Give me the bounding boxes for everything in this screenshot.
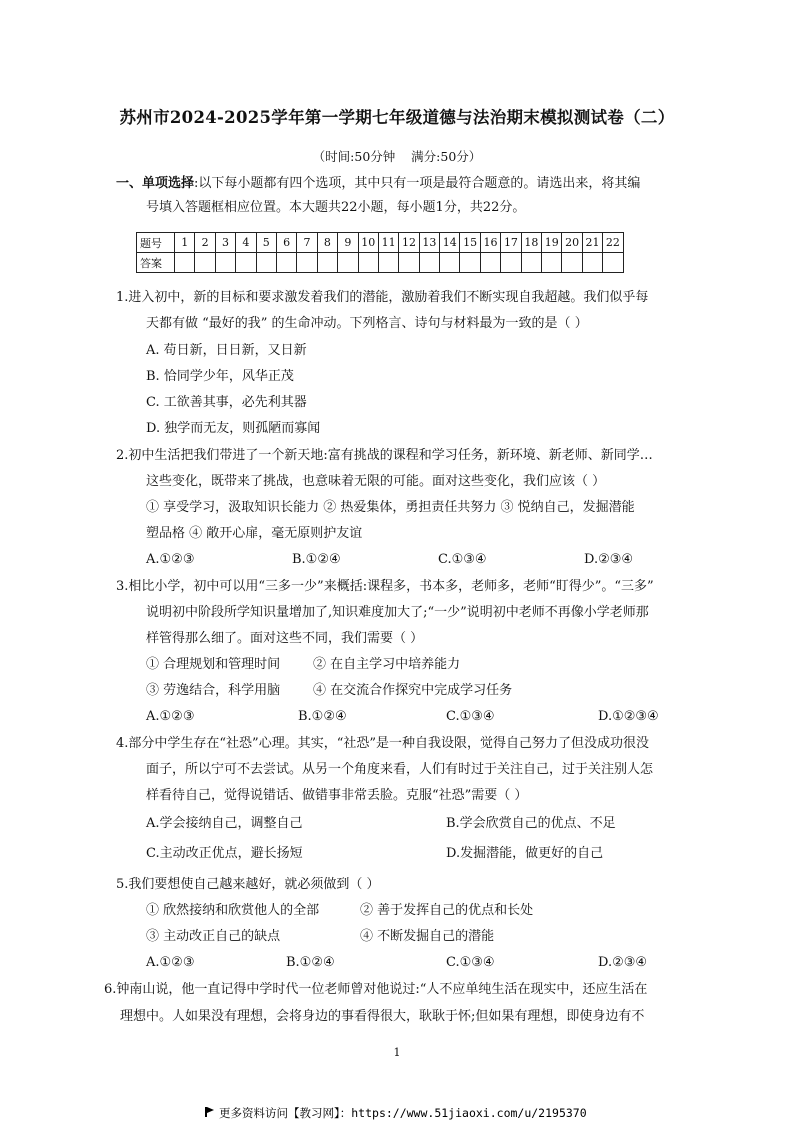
q5-statement-2: ② 善于发挥自己的优点和长处	[360, 903, 534, 918]
q3-stem-line1: 3.相比小学，初中可以用“三多一少”来概括:课程多，书本多，老师多，老师“盯得少”。“三多”	[116, 579, 654, 594]
number-cell: 6	[276, 233, 296, 253]
exam-time-info: （时间:50分钟 满分:50分）	[312, 149, 482, 164]
answer-cell[interactable]	[582, 253, 602, 273]
answer-cell[interactable]	[378, 253, 398, 273]
q5-statement-4: ④ 不断发掘自己的潜能	[360, 929, 495, 944]
number-cell: 15	[460, 233, 480, 253]
q1-option-a: A. 苟日新，日日新，又日新	[146, 343, 307, 358]
number-cell: 21	[582, 233, 602, 253]
q2-option-c: C.①③④	[438, 552, 487, 567]
q4-option-a: A.学会接纳自己，调整自己	[146, 816, 303, 831]
answer-cell[interactable]	[297, 253, 317, 273]
number-cell: 2	[195, 233, 215, 253]
number-cell: 1	[175, 233, 195, 253]
number-cell: 3	[215, 233, 235, 253]
footer-link[interactable]	[205, 1105, 587, 1121]
page-title: 苏州市2024-2025学年第一学期七年级道德与法治期末模拟测试卷（二）	[119, 108, 675, 127]
section1-instruction-line1	[116, 176, 640, 192]
answer-table-number-row	[137, 233, 624, 253]
number-cell: 4	[236, 233, 256, 253]
answer-cell[interactable]	[521, 253, 541, 273]
number-header-cell: 题号	[137, 233, 175, 253]
answer-cell[interactable]	[195, 253, 215, 273]
number-cell: 7	[297, 233, 317, 253]
answer-table-answer-row	[137, 253, 624, 273]
answer-cell[interactable]	[460, 253, 480, 273]
q4-stem-line3: 样看待自己，觉得说错话、做错事非常丢脸。克服“社恐”需要（ ）	[146, 788, 528, 803]
q2-statements-line1: ① 享受学习，汲取知识长能力 ② 热爱集体，勇担责任共努力 ③ 悦纳自己，发掘潜能	[146, 500, 635, 515]
answer-cell[interactable]	[317, 253, 337, 273]
q2-statements-line2: 塑品格 ④ 敞开心扉，毫无原则护友谊	[146, 526, 363, 541]
number-cell: 16	[480, 233, 500, 253]
number-cell: 10	[358, 233, 378, 253]
footer-text[interactable]: 更多资料访问【教习网】：https://www.51jiaoxi.com/u/2195370	[219, 1106, 587, 1120]
q1-option-b: B. 恰同学少年，风华正茂	[146, 369, 294, 384]
section1-heading: 一、单项选择	[116, 176, 195, 191]
q5-stem: 5.我们要想使自己越来越好，就必须做到（ ）	[116, 877, 380, 892]
q3-statement-2: ② 在自主学习中培养能力	[313, 657, 461, 672]
answer-cell[interactable]	[562, 253, 582, 273]
q1-option-d: D. 独学而无友，则孤陋而寡闻	[146, 421, 321, 436]
q4-option-b: B.学会欣赏自己的优点、不足	[446, 816, 616, 831]
q5-option-c: C.①③④	[446, 955, 495, 970]
q1-option-c: C. 工欲善其事，必先利其器	[146, 395, 307, 410]
q3-option-b: B.①②④	[298, 709, 347, 724]
q4-option-c: C.主动改正优点，避长扬短	[146, 846, 303, 861]
number-cell: 22	[603, 233, 623, 253]
number-cell: 14	[440, 233, 460, 253]
flag-icon	[205, 1107, 215, 1117]
number-cell: 9	[338, 233, 358, 253]
answer-cell[interactable]	[276, 253, 296, 273]
answer-table	[136, 232, 624, 273]
q1-stem-line2: 天都有做 “最好的我” 的生命冲动。下列格言、诗句与材料最为一致的是（ ）	[146, 316, 588, 331]
answer-cell[interactable]	[501, 253, 521, 273]
q3-stem-line3: 样管得那么细了。面对这些不同，我们需要（ ）	[146, 631, 424, 646]
q4-stem-line2: 面子，所以宁可不去尝试。从另一个角度来看，人们有时过于关注自己，过于关注别人怎	[146, 762, 654, 777]
section1-instruction-line2: 号填入答题框相应位置。本大题共22小题，每小题1分，共22分。	[146, 200, 526, 215]
q3-statement-1: ① 合理规划和管理时间	[146, 657, 281, 672]
q2-option-b: B.①②④	[292, 552, 341, 567]
number-cell: 18	[521, 233, 541, 253]
number-cell: 11	[378, 233, 398, 253]
q3-stem-line2: 说明初中阶段所学知识量增加了,知识难度加大了;“一少”说明初中老师不再像小学老师那	[146, 605, 649, 620]
q5-option-a: A.①②③	[146, 955, 195, 970]
q4-stem-line1: 4.部分中学生存在“社恐”心理。其实，“社恐”是一种自我设限，觉得自己努力了但没成功很没	[116, 736, 649, 751]
number-cell: 5	[256, 233, 276, 253]
answer-cell[interactable]	[419, 253, 439, 273]
q3-option-d: D.①②③④	[598, 709, 659, 724]
number-cell: 20	[562, 233, 582, 253]
answer-cell[interactable]	[542, 253, 562, 273]
q5-statement-3: ③ 主动改正自己的缺点	[146, 929, 281, 944]
q5-option-d: D.②③④	[598, 955, 648, 970]
q6-stem-line1: 6.钟南山说，他一直记得中学时代一位老师曾对他说过:“人不应单纯生活在现实中，还应生活在	[104, 982, 648, 997]
q3-option-c: C.①③④	[446, 709, 495, 724]
q3-statement-3: ③ 劳逸结合，科学用脑	[146, 683, 281, 698]
q5-option-b: B.①②④	[286, 955, 335, 970]
number-cell: 17	[501, 233, 521, 253]
answer-cell[interactable]	[358, 253, 378, 273]
answer-cell[interactable]	[338, 253, 358, 273]
q3-statement-4: ④ 在交流合作探究中完成学习任务	[313, 683, 513, 698]
number-cell: 12	[399, 233, 419, 253]
answer-cell[interactable]	[603, 253, 623, 273]
answer-cell[interactable]	[175, 253, 195, 273]
q3-option-a: A.①②③	[146, 709, 195, 724]
q5-statement-1: ① 欣然接纳和欣赏他人的全部	[146, 903, 320, 918]
number-cell: 8	[317, 233, 337, 253]
page-number: 1	[393, 1046, 401, 1059]
q1-stem-line1: 1.进入初中，新的目标和要求激发着我们的潜能，激励着我们不断实现自我超越。我们似乎每	[116, 290, 649, 305]
number-cell: 13	[419, 233, 439, 253]
answer-cell[interactable]	[440, 253, 460, 273]
q2-option-d: D.②③④	[584, 552, 634, 567]
section1-instruction-text: :以下每小题都有四个选项，其中只有一项是最符合题意的。请选出来，将其编	[194, 176, 641, 191]
answer-cell[interactable]	[399, 253, 419, 273]
answer-cell[interactable]	[480, 253, 500, 273]
answer-cell[interactable]	[215, 253, 235, 273]
q2-stem-line1: 2.初中生活把我们带进了一个新天地:富有挑战的课程和学习任务，新环境、新老师、新同学…	[116, 448, 653, 463]
q2-option-a: A.①②③	[146, 552, 195, 567]
q4-option-d: D.发掘潜能，做更好的自己	[446, 846, 604, 861]
q6-stem-line2: 理想中。人如果没有理想，会将身边的事看得很大，耿耿于怀;但如果有理想，即使身边有不	[120, 1009, 645, 1024]
answer-header-cell: 答案	[137, 253, 175, 273]
answer-cell[interactable]	[236, 253, 256, 273]
answer-cell[interactable]	[256, 253, 276, 273]
q2-stem-line2: 这些变化，既带来了挑战，也意味着无限的可能。面对这些变化，我们应该（ ）	[146, 474, 606, 489]
number-cell: 19	[542, 233, 562, 253]
